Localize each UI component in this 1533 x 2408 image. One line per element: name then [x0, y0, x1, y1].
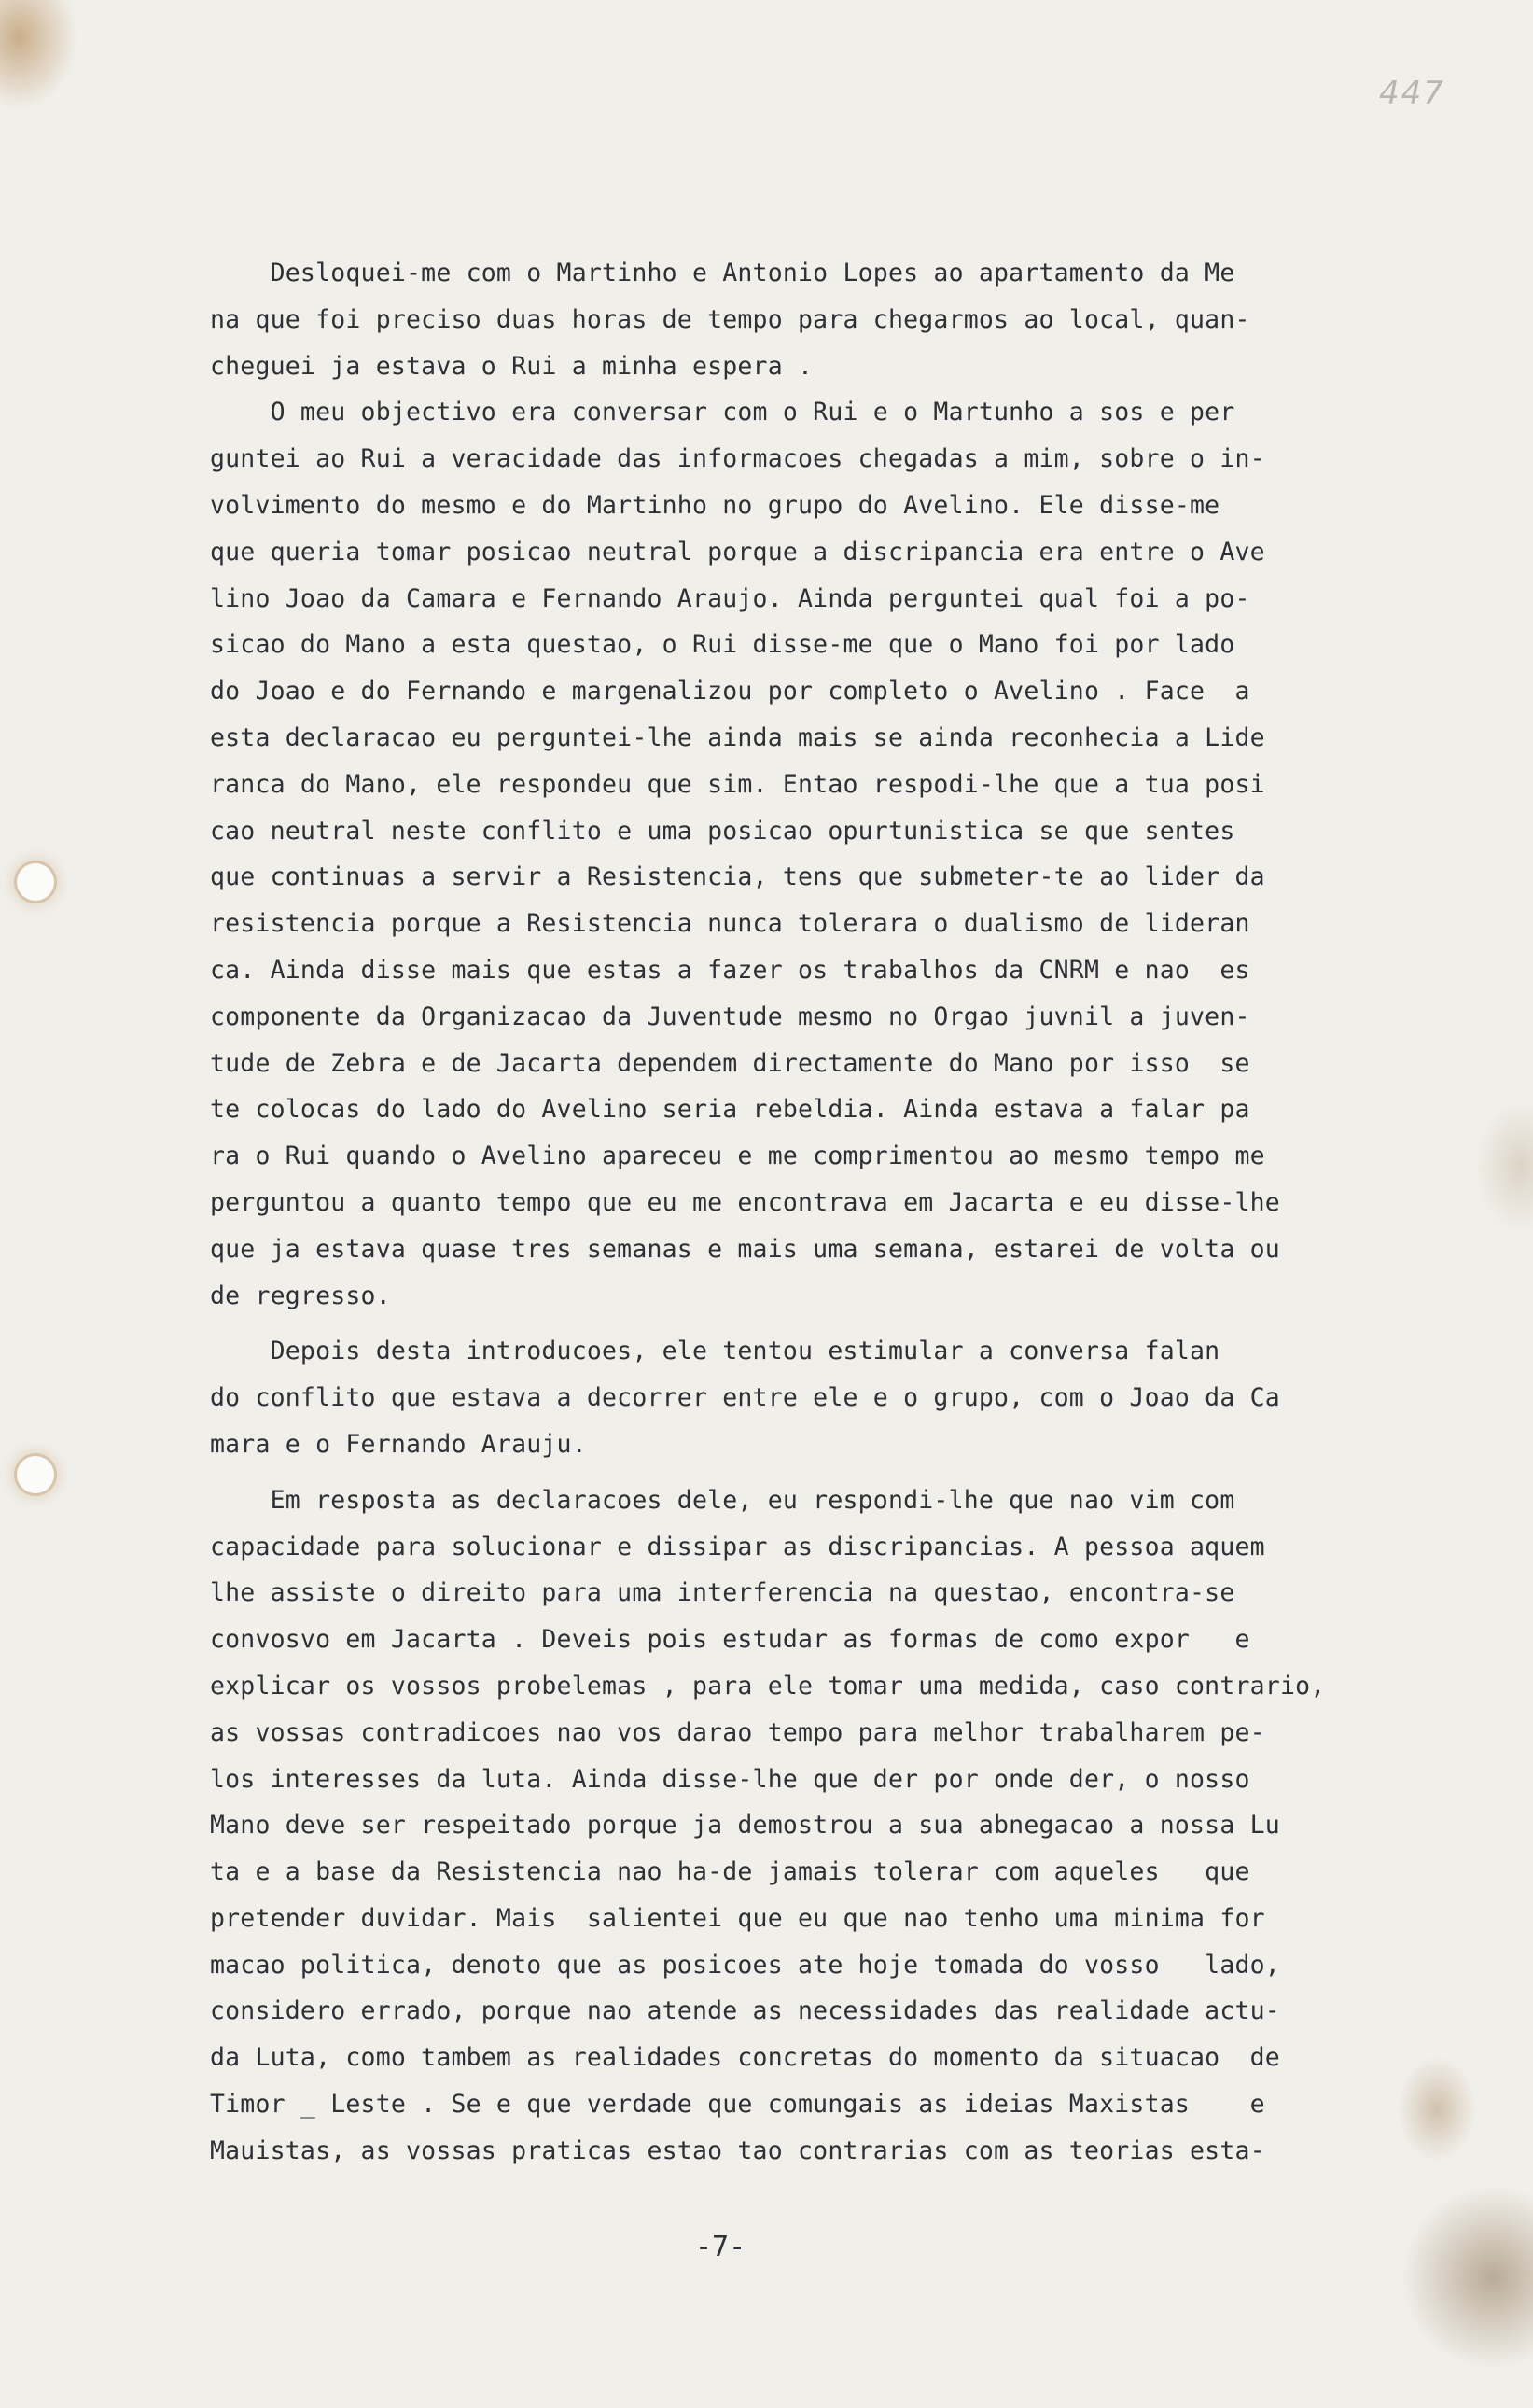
- text-line: esta declaracao eu perguntei-lhe ainda mais se ainda reconhecia a Lide: [210, 722, 1265, 752]
- text-line: cao neutral neste conflito e uma posicao opurtunistica se que sentes: [210, 816, 1235, 846]
- text-line: de regresso.: [210, 1281, 391, 1310]
- text-line: componente da Organizacao da Juventude mesmo no Orgao juvnil a juven-: [210, 1001, 1250, 1031]
- text-line: cheguei ja estava o Rui a minha espera .: [210, 351, 814, 381]
- text-line: do Joao e do Fernando e margenalizou por completo o Avelino . Face a: [210, 677, 1250, 707]
- text-line: da Luta, como tambem as realidades concretas do momento da situacao de: [210, 2043, 1280, 2073]
- text-line: lino Joao da Camara e Fernando Araujo. Ainda perguntei qual foi a po-: [210, 583, 1250, 613]
- text-line: pretender duvidar. Mais salientei que eu que nao tenho uma minima for: [210, 1903, 1265, 1933]
- text-line: convosvo em Jacarta . Deveis pois estudar as formas de como expor e: [210, 1625, 1250, 1655]
- text-line: macao politica, denoto que as posicoes ate hoje tomada do vosso lado,: [210, 1950, 1280, 1980]
- text-line: explicar os vossos probelemas , para ele tomar uma medida, caso contrario,: [210, 1671, 1326, 1701]
- text-line: Mano deve ser respeitado porque ja demostrou a sua abnegacao a nossa Lu: [210, 1811, 1280, 1841]
- text-line: tude de Zebra e de Jacarta dependem directamente do Mano por isso se: [210, 1048, 1250, 1078]
- text-line: que queria tomar posicao neutral porque a discripancia era entre o Ave: [210, 537, 1265, 567]
- text-line: considero errado, porque nao atende as necessidades das realidade actu-: [210, 1996, 1280, 2026]
- text-line: Depois desta introducoes, ele tentou estimular a conversa falan: [210, 1337, 1220, 1366]
- text-line: perguntou a quanto tempo que eu me encontrava em Jacarta e eu disse-lhe: [210, 1187, 1280, 1217]
- text-line: los interesses da luta. Ainda disse-lhe que der por onde der, o nosso: [210, 1764, 1250, 1794]
- text-line: que ja estava quase tres semanas e mais uma semana, estarei de volta ou: [210, 1234, 1280, 1264]
- text-line: te colocas do lado do Avelino seria rebeldia. Ainda estava a falar pa: [210, 1095, 1250, 1125]
- folio-number: 447: [1379, 75, 1445, 112]
- text-line: ca. Ainda disse mais que estas a fazer os trabalhos da CNRM e nao es: [210, 955, 1250, 985]
- text-line: na que foi preciso duas horas de tempo para chegarmos ao local, quan-: [210, 304, 1250, 334]
- text-line: O meu objectivo era conversar com o Rui e o Martunho a sos e per: [210, 398, 1235, 427]
- text-line: ta e a base da Resistencia nao ha-de jamais tolerar com aqueles que: [210, 1857, 1250, 1887]
- page-number: -7-: [695, 2231, 746, 2263]
- text-line: lhe assiste o direito para uma interferencia na questao, encontra-se: [210, 1578, 1235, 1608]
- text-line: ra o Rui quando o Avelino apareceu e me comprimentou ao mesmo tempo me: [210, 1141, 1265, 1171]
- text-line: volvimento do mesmo e do Martinho no grupo do Avelino. Ele disse-me: [210, 490, 1220, 520]
- text-line: sicao do Mano a esta questao, o Rui disse-me que o Mano foi por lado: [210, 630, 1235, 660]
- text-line: Mauistas, as vossas praticas estao tao contrarias com as teorias esta-: [210, 2135, 1265, 2165]
- text-line: capacidade para solucionar e dissipar as discripancias. A pessoa aquem: [210, 1532, 1265, 1561]
- text-line: as vossas contradicoes nao vos darao tempo para melhor trabalharem pe-: [210, 1717, 1265, 1747]
- punch-hole: [17, 1456, 54, 1493]
- text-line: que continuas a servir a Resistencia, tens que submeter-te ao lider da: [210, 862, 1265, 892]
- text-line: ranca do Mano, ele respondeu que sim. Entao respodi-lhe que a tua posi: [210, 769, 1265, 799]
- text-line: do conflito que estava a decorrer entre ele e o grupo, com o Joao da Ca: [210, 1383, 1280, 1413]
- body-text: [210, 250, 1326, 2175]
- text-line: Timor _ Leste . Se e que verdade que comungais as ideias Maxistas e: [210, 2090, 1265, 2120]
- punch-hole: [17, 863, 54, 901]
- text-line: Em resposta as declaracoes dele, eu respondi-lhe que nao vim com: [210, 1485, 1235, 1515]
- text-line: mara e o Fernando Arauju.: [210, 1429, 587, 1459]
- text-line: Desloquei-me com o Martinho e Antonio Lopes ao apartamento da Me: [210, 259, 1235, 287]
- text-line: resistencia porque a Resistencia nunca tolerara o dualismo de lideran: [210, 909, 1250, 939]
- text-line: guntei ao Rui a veracidade das informacoes chegadas a mim, sobre o in-: [210, 444, 1265, 474]
